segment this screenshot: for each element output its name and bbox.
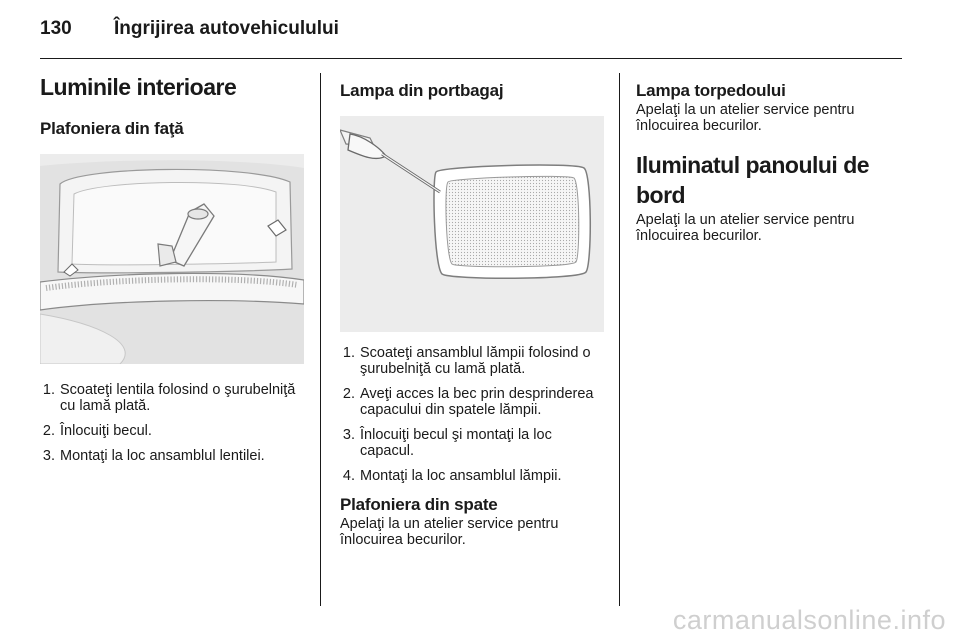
step-number: 2.: [42, 423, 55, 439]
step-number: 2.: [342, 386, 355, 402]
rear-lamp-text: Apelaţi la un atelier service pentru înlocuirea becurilor.: [340, 516, 559, 548]
step-text: Montaţi la loc ansamblul lămpii.: [360, 468, 562, 484]
chapter-title: Îngrijirea autovehiculului: [114, 18, 339, 39]
step-number: 1.: [42, 382, 55, 398]
section-title-dash-lighting: Iluminatul panoului de bord: [636, 152, 870, 208]
list-item: [40, 382, 304, 414]
list-item: [340, 386, 606, 418]
list-item: [40, 423, 304, 439]
subsection-title-trunk-lamp: Lampa din portbagaj: [340, 81, 504, 100]
step-number: 4.: [342, 468, 355, 484]
step-number: 3.: [342, 427, 355, 443]
step-number: 3.: [42, 448, 55, 464]
trunk-lamp-illustration: [340, 116, 604, 332]
section-title-interior-lights: Luminile interioare: [40, 74, 237, 100]
step-number: 1.: [342, 345, 355, 361]
glovebox-lamp-text: Apelaţi la un atelier service pentru înlocuirea becurilor.: [636, 102, 855, 134]
watermark: carmanualsonline.info: [672, 605, 946, 635]
list-item: [340, 345, 606, 377]
trunk-lamp-drawing: [340, 116, 604, 332]
column-divider: [320, 73, 321, 606]
list-item: [40, 448, 304, 464]
dash-lighting-text: Apelaţi la un atelier service pentru înlocuirea becurilor.: [636, 212, 855, 244]
front-lamp-illustration: [40, 154, 304, 364]
subsection-title-glovebox-lamp: Lampa torpedoului: [636, 81, 786, 100]
header-rule: [40, 58, 902, 59]
step-text: Scoateţi lentila folosind o şurubelniţă cu lamă plată.: [60, 382, 296, 414]
list-item: [340, 468, 606, 484]
subsection-title-rear-lamp: Plafoniera din spate: [340, 495, 498, 514]
subsection-title-front-lamp: Plafoniera din faţă: [40, 119, 184, 138]
step-text: Scoateţi ansamblul lămpii folosind o şurubelniţă cu lamă plată.: [360, 345, 591, 377]
page-header: [40, 14, 339, 44]
column-trunk-lamp: [340, 72, 606, 548]
column-front-lamp: [40, 72, 304, 473]
page-number: 130: [40, 18, 72, 39]
column-other-lamps: [636, 72, 902, 244]
step-text: Montaţi la loc ansamblul lentilei.: [60, 448, 265, 464]
column-divider: [619, 73, 620, 606]
step-text: Înlocuiţi becul şi montaţi la loc capacul.: [360, 427, 552, 459]
front-lamp-steps: [40, 382, 304, 464]
step-text: Aveţi acces la bec prin desprinderea capacului din spatele lămpii.: [360, 386, 594, 418]
trunk-lamp-steps: [340, 345, 606, 484]
front-lamp-drawing: [40, 154, 304, 364]
step-text: Înlocuiţi becul.: [60, 423, 152, 439]
list-item: [340, 427, 606, 459]
